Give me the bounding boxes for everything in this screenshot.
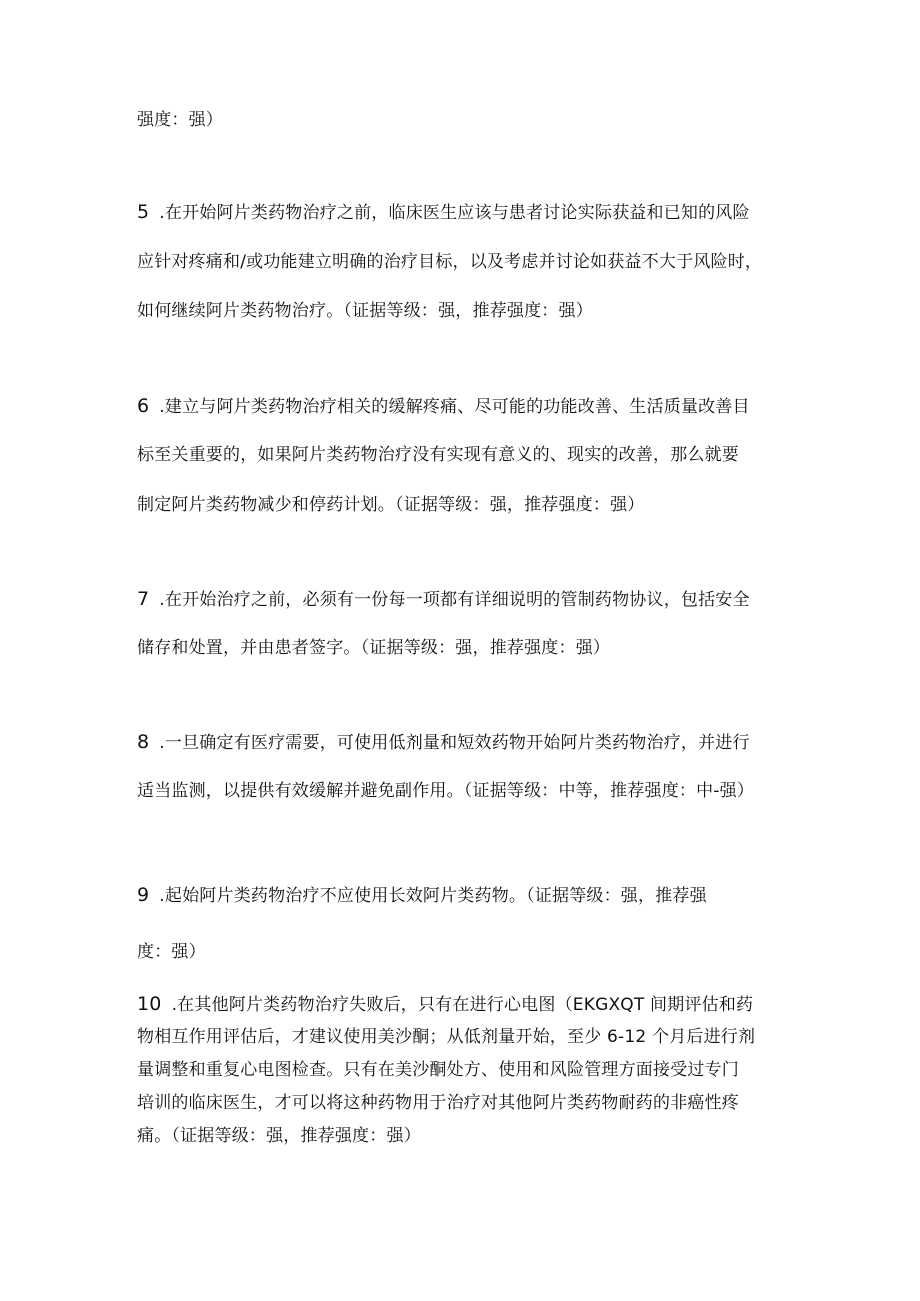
item-5-line-1 (137, 200, 797, 224)
item-8-line-1 (137, 730, 797, 754)
fragment-top-text: 强度：强） (137, 110, 223, 130)
item-text: .一旦确定有医疗需要，可使用低剂量和短效药物开始阿片类药物治疗，并进行 (159, 733, 750, 753)
item-6-line-2: 标至关重要的，如果阿片类药物治疗没有实现有意义的、现实的改善，那么就要 (137, 445, 739, 465)
item-number: 8 (137, 731, 150, 753)
item-text: .在开始阿片类药物治疗之前，临床医生应该与患者讨论实际获益和已知的风险 (159, 203, 750, 223)
item-10-line-5: 痛。（证据等级：强，推荐强度：强） (137, 1126, 421, 1146)
item-number: 5 (137, 201, 150, 223)
item-text: .在开始治疗之前，必须有一份每一项都有详细说明的管制药物协议，包括安全 (159, 590, 750, 610)
item-10-line-1 (137, 992, 797, 1016)
item-number: 6 (137, 395, 150, 417)
item-6-line-1 (137, 394, 797, 418)
item-7-line-2: 储存和处置，并由患者签字。（证据等级：强，推荐强度：强） (137, 638, 611, 658)
item-8-line-2: 适当监测，以提供有效缓解并避免副作用。（证据等级：中等，推荐强度：中-强） (137, 781, 755, 801)
item-number: 7 (137, 588, 150, 610)
item-number: 9 (137, 884, 150, 906)
item-text: .建立与阿片类药物治疗相关的缓解疼痛、尽可能的功能改善、生活质量改善目 (159, 397, 750, 417)
item-6-line-3: 制定阿片类药物减少和停药计划。（证据等级：强，推荐强度：强） (137, 495, 645, 515)
item-text: .在其他阿片类药物治疗失败后，只有在进行心电图（EKGXQT 间期评估和药 (171, 995, 754, 1015)
item-text: .起始阿片类药物治疗不应使用长效阿片类药物。（证据等级：强，推荐强 (159, 886, 707, 906)
item-10-line-2: 物相互作用评估后，才建议使用美沙酮；从低剂量开始，至少 6-12 个月后进行剂 (137, 1027, 756, 1047)
item-number: 10 (137, 993, 162, 1015)
item-7-line-1 (137, 587, 797, 611)
item-5-line-2: 应针对疼痛和/或功能建立明确的治疗目标，以及考虑并讨论如获益不大于风险时， (137, 252, 763, 272)
item-10-line-3: 量调整和重复心电图检查。只有在美沙酮处方、使用和风险管理方面接受过专门 (137, 1060, 739, 1080)
item-9-line-1 (137, 883, 797, 907)
item-5-line-3: 如何继续阿片类药物治疗。（证据等级：强，推荐强度：强） (137, 301, 593, 321)
item-9-line-2: 度：强） (137, 942, 206, 962)
item-10-line-4: 培训的临床医生，才可以将这种药物用于治疗对其他阿片类药物耐药的非癌性疼 (137, 1093, 739, 1113)
